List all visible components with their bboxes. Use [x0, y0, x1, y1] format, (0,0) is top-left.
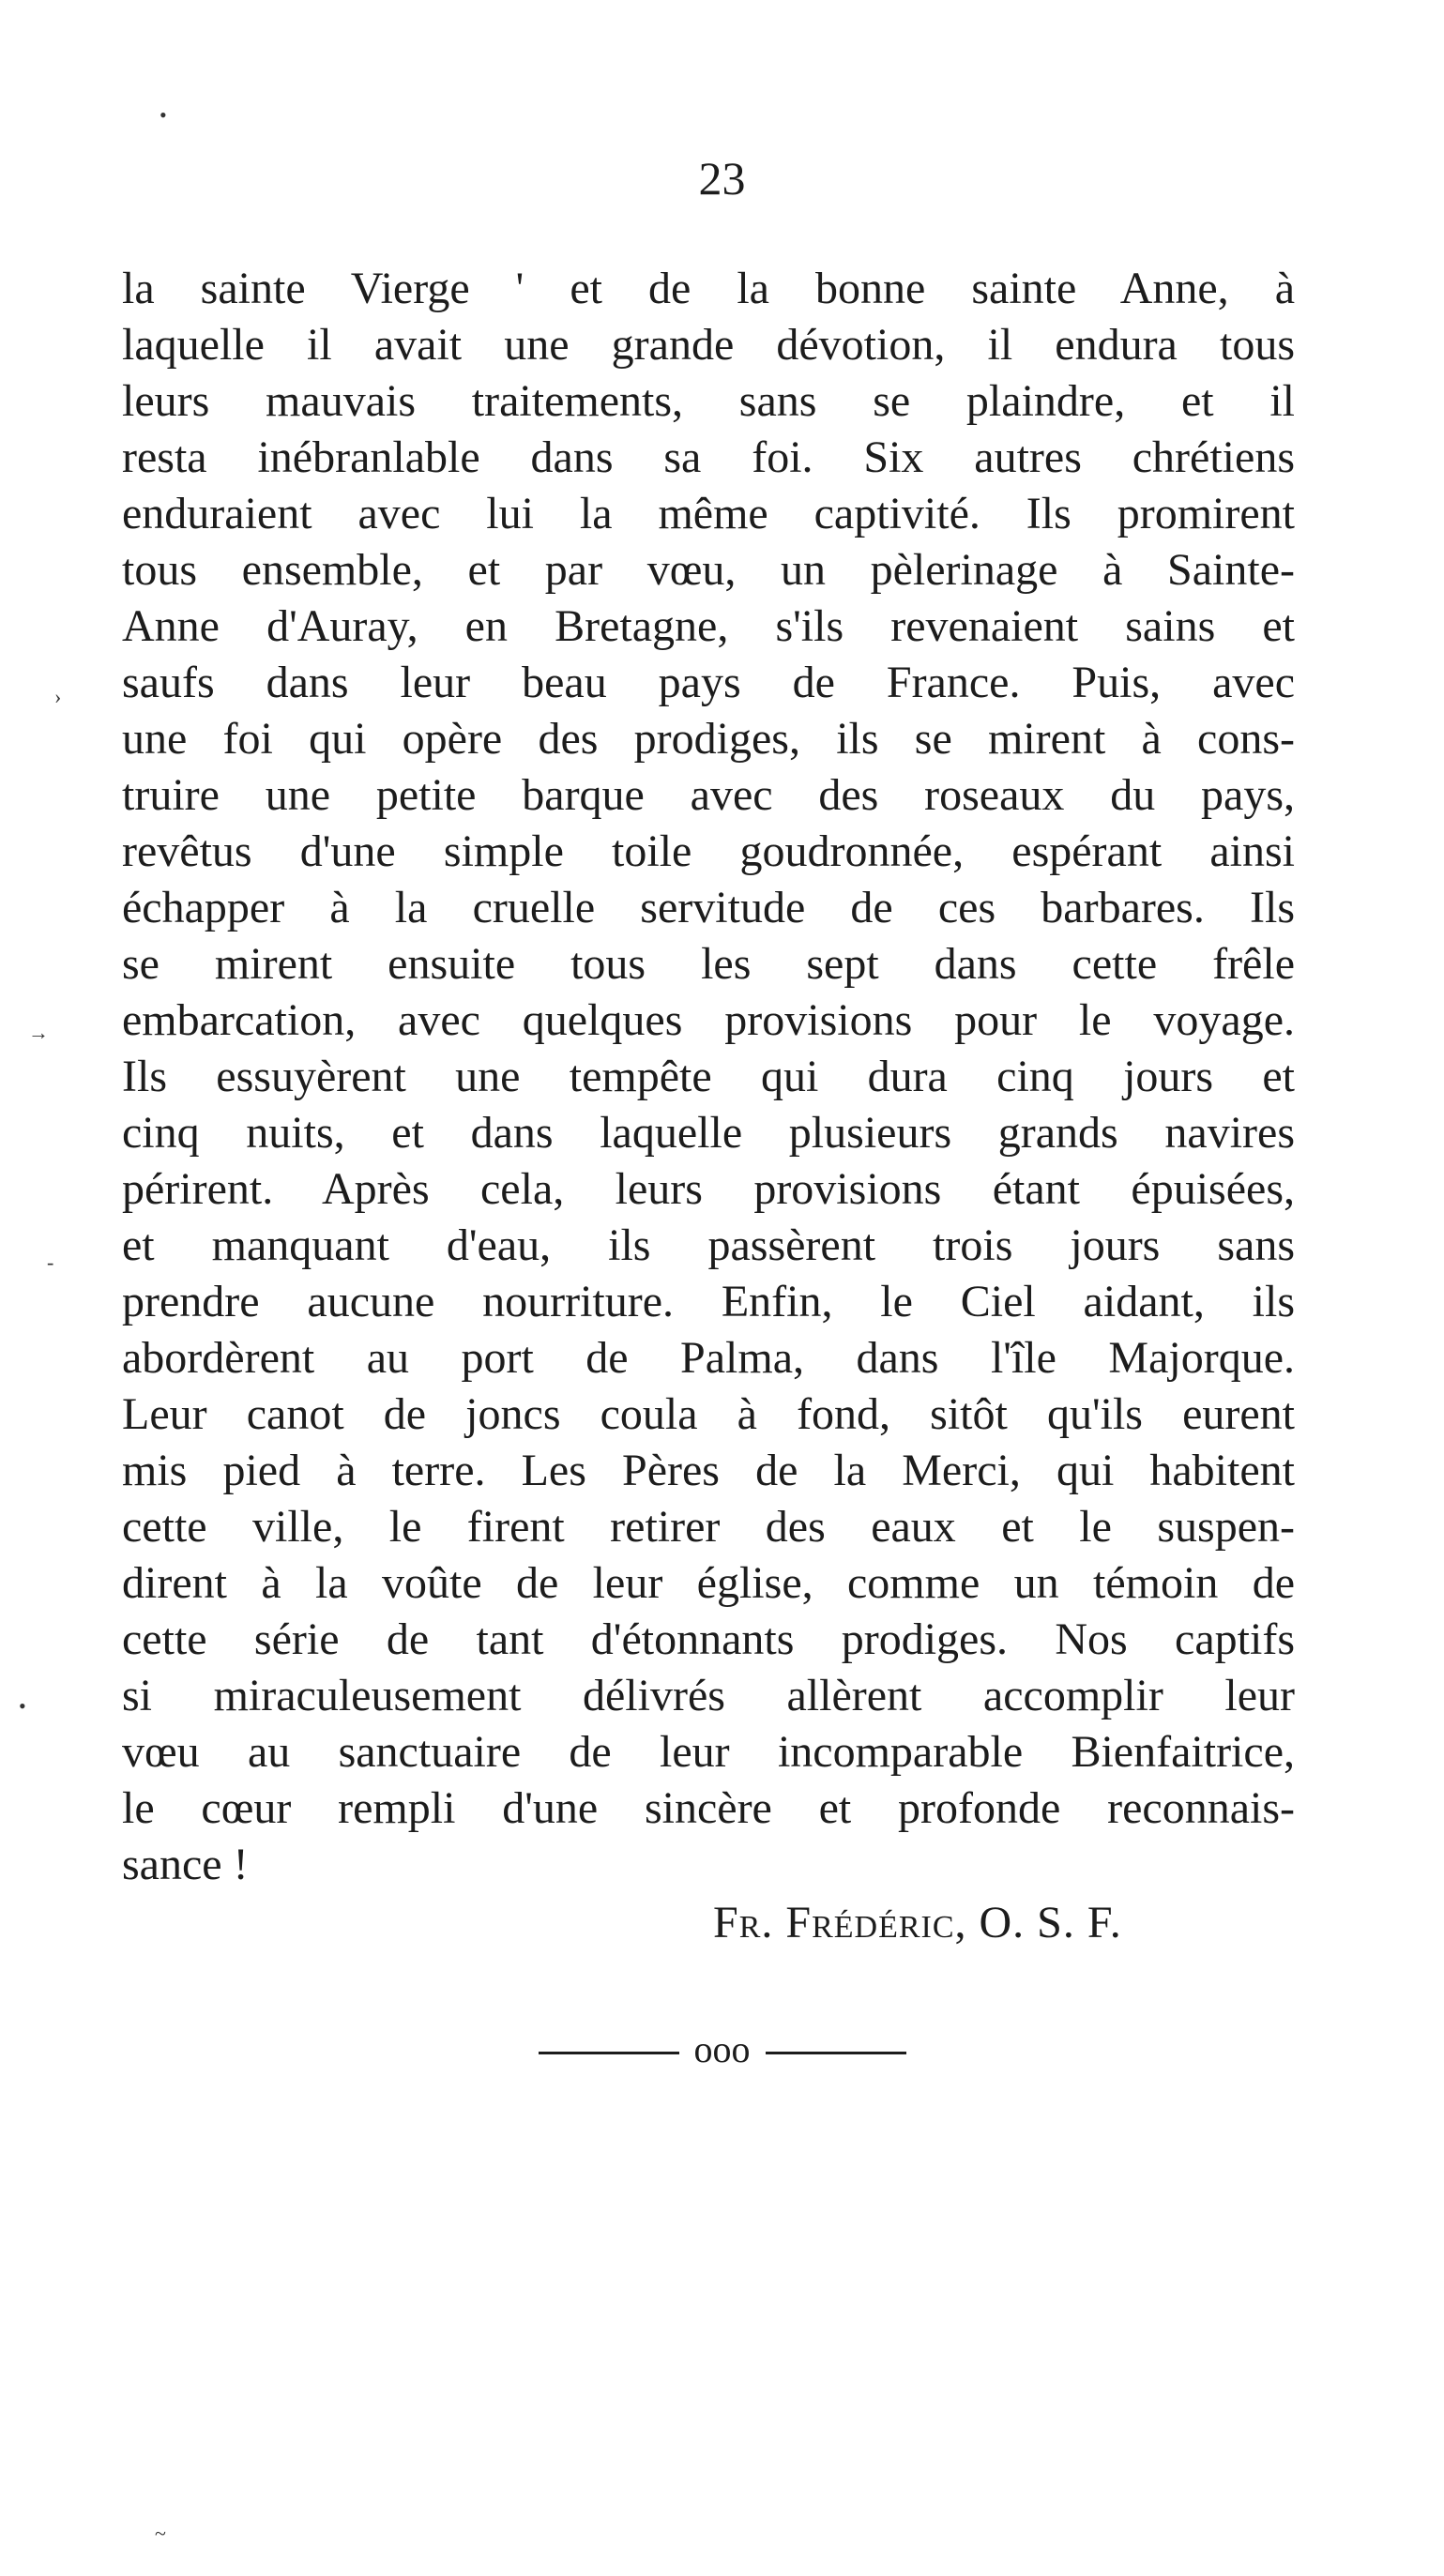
margin-speck: - — [47, 1250, 54, 1274]
text-line: cette série de tant d'étonnants prodiges. Nos captifs — [122, 1614, 1295, 1664]
text-line: dirent à la voûte de leur église, comme un témoin de — [122, 1558, 1295, 1608]
margin-speck: › — [54, 685, 62, 708]
text-line: prendre aucune nourriture. Enfin, le Ciel aidant, ils — [122, 1277, 1295, 1326]
text-line: Anne d'Auray, en Bretagne, s'ils revenaient sains et — [122, 601, 1295, 651]
text-line: Leur canot de joncs coula à fond, sitôt qu'ils eurent — [122, 1389, 1295, 1439]
text-line: échapper à la cruelle servitude de ces barbares. Ils — [122, 883, 1295, 932]
separator-ornament: ooo — [693, 2028, 751, 2070]
section-separator — [0, 2026, 1444, 2073]
margin-speck: • — [19, 1694, 26, 1718]
margin-speck: ~ — [155, 2522, 166, 2545]
separator-rule-right — [766, 2052, 906, 2054]
text-line: et manquant d'eau, ils passèrent trois jours sans — [122, 1220, 1295, 1270]
body-text — [122, 261, 1295, 1893]
text-line: resta inébranlable dans sa foi. Six autres chrétiens — [122, 432, 1295, 482]
text-line: Ils essuyèrent une tempête qui dura cinq jours et — [122, 1052, 1295, 1101]
text-line: leurs mauvais traitements, sans se plaindre, et il — [122, 376, 1295, 426]
text-line: vœu au sanctuaire de leur incomparable Bienfaitrice, — [122, 1727, 1295, 1777]
text-line: laquelle il avait une grande dévotion, il endura tous — [122, 320, 1295, 370]
text-line: une foi qui opère des prodiges, ils se mirent à cons- — [122, 714, 1295, 764]
text-line: sance ! — [122, 1840, 249, 1889]
text-line: le cœur rempli d'une sincère et profonde reconnais- — [122, 1783, 1295, 1833]
margin-speck: • — [160, 103, 167, 127]
text-line: périrent. Après cela, leurs provisions étant épuisées, — [122, 1164, 1295, 1214]
text-line: revêtus d'une simple toile goudronnée, espérant ainsi — [122, 826, 1295, 876]
signature-text: Fr. Frédéric, O. S. F. — [713, 1898, 1122, 1947]
text-line: cinq nuits, et dans laquelle plusieurs grands navires — [122, 1108, 1295, 1158]
text-line: cette ville, le firent retirer des eaux et le suspen- — [122, 1502, 1295, 1552]
text-line: mis pied à terre. Les Pères de la Merci, qui habitent — [122, 1446, 1295, 1495]
text-line: abordèrent au port de Palma, dans l'île Majorque. — [122, 1333, 1295, 1383]
text-line: la sainte Vierge ' et de la bonne sainte Anne, à — [122, 264, 1295, 313]
author-signature — [713, 1895, 1239, 1951]
text-line: se mirent ensuite tous les sept dans cette frêle — [122, 939, 1295, 989]
text-line: enduraient avec lui la même captivité. Ils promirent — [122, 489, 1295, 538]
text-line: embarcation, avec quelques provisions pour le voyage. — [122, 995, 1295, 1045]
margin-speck: → — [28, 1021, 49, 1044]
separator-rule-left — [539, 2052, 679, 2054]
text-line: saufs dans leur beau pays de France. Puis, avec — [122, 658, 1295, 707]
page-number: 23 — [698, 152, 746, 205]
text-line: tous ensemble, et par vœu, un pèlerinage à Sainte- — [122, 545, 1295, 595]
text-line: truire une petite barque avec des roseaux du pays, — [122, 770, 1295, 820]
text-line: si miraculeusement délivrés allèrent accomplir leur — [122, 1671, 1295, 1720]
